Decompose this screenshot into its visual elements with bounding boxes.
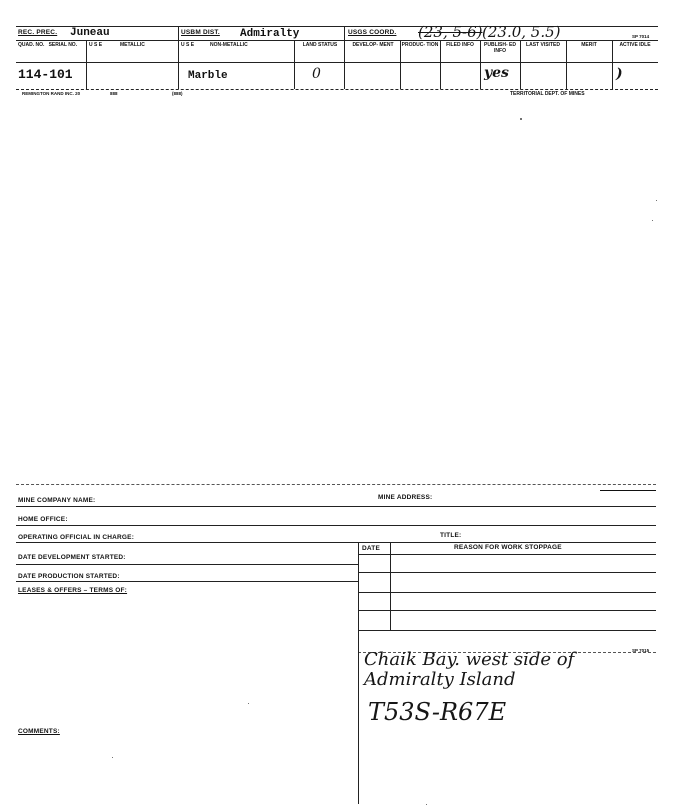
rule [16, 484, 656, 485]
speck [248, 703, 249, 704]
speck [656, 200, 657, 201]
pen-stroke [600, 490, 656, 491]
form-number-top: SP 7014 [632, 34, 650, 39]
speck [652, 220, 653, 221]
quad-serial-value: 114-101 [18, 67, 73, 82]
rule [294, 40, 295, 89]
rule [358, 630, 656, 631]
home-office-label: HOME OFFICE: [18, 516, 68, 523]
date-production-label: DATE PRODUCTION STARTED: [18, 573, 120, 580]
published-info-value: yes [484, 65, 509, 81]
rule [358, 610, 656, 611]
comments-label: COMMENTS: [18, 728, 60, 735]
col-production: PRODUC- TION [401, 42, 439, 48]
col-use-2: U S E [181, 42, 195, 48]
printer-credit: REMINGTON RAND INC. 20 [22, 91, 81, 96]
rule [16, 40, 658, 41]
rule [16, 62, 658, 63]
rule [390, 542, 391, 630]
speck [426, 804, 427, 805]
land-status-value: 0 [312, 66, 321, 82]
rule [16, 581, 358, 582]
date-development-label: DATE DEVELOPMENT STARTED: [18, 554, 126, 561]
rule [16, 506, 656, 507]
col-filed-info: FILED INFO [446, 42, 474, 48]
speck [112, 757, 113, 758]
reason-col-label: REASON FOR WORK STOPPAGE [454, 544, 562, 551]
date-col-label: DATE [362, 545, 381, 552]
col-quad-serial: QUAD. NO. SERIAL NO. [18, 42, 78, 48]
usbm-dist-label: USBM DIST. [181, 29, 220, 36]
rule [358, 542, 359, 652]
col-last-visited: LAST VISITED [526, 42, 560, 48]
usbm-dist-value: Admiralty [240, 28, 300, 40]
dept-name: TERRITORIAL DEPT. OF MINES [510, 91, 585, 97]
col-merit: MERIT [581, 42, 597, 48]
rule [16, 542, 656, 543]
printer-code-2: (888) [172, 91, 183, 96]
col-active-idle: ACTIVE IDLE [619, 42, 651, 48]
rule [16, 89, 658, 90]
usgs-coord-struck: (23, 5-6) [418, 23, 483, 41]
col-use-1: U S E [89, 42, 103, 48]
mine-company-name-label: MINE COMPANY NAME: [18, 497, 96, 504]
usgs-coord-value: (23.0, 5.5) [482, 23, 561, 41]
title-label: TITLE: [440, 532, 462, 539]
rule [16, 564, 358, 565]
active-idle-value: ) [616, 66, 623, 82]
rule [86, 40, 87, 89]
notes-line-3: T53S-R67E [368, 698, 507, 726]
leases-label: LEASES & OFFERS – TERMS OF: [18, 587, 128, 594]
operating-official-label: OPERATING OFFICIAL IN CHARGE: [18, 534, 135, 541]
rule [178, 26, 179, 89]
printer-code-1: 888 [110, 91, 118, 96]
rec-prec-value: Juneau [70, 27, 110, 39]
form-number-bottom: SP 7015 [632, 648, 650, 653]
rule [358, 554, 656, 555]
rule [358, 592, 656, 593]
col-non-metallic: NON-METALLIC [210, 42, 248, 48]
notes-line-1: Chaik Bay. west side of [364, 649, 575, 670]
rule [16, 26, 658, 27]
rule [16, 525, 656, 526]
col-metallic: METALLIC [120, 42, 145, 48]
usgs-coord-label: USGS COORD. [348, 29, 397, 36]
col-published-info: PUBLISH- ED INFO [484, 42, 516, 54]
notes-line-2: Admiralty Island [364, 669, 516, 690]
rec-prec-label: REC. PREC. [18, 29, 58, 36]
col-land-status: LAND STATUS [302, 42, 338, 48]
speck [520, 118, 522, 120]
rule [358, 572, 656, 573]
rule [344, 26, 345, 89]
col-development: DEVELOP- MENT [352, 42, 394, 48]
rule [358, 652, 359, 804]
non-metallic-value: Marble [188, 70, 228, 82]
mine-address-label: MINE ADDRESS: [378, 494, 433, 501]
